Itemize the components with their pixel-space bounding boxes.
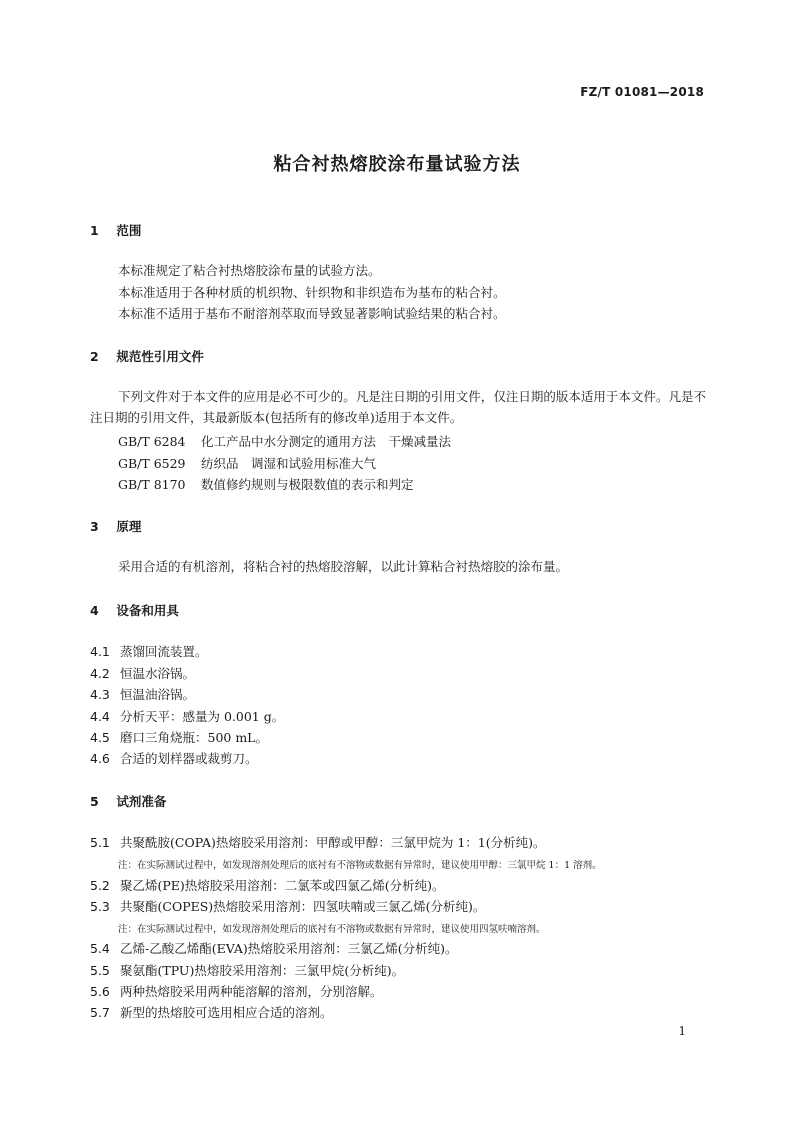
item-number: 4.5 (90, 730, 110, 745)
item-text: 恒温水浴锅。 (120, 666, 196, 681)
list-item (90, 685, 195, 703)
section-number: 3 (90, 519, 99, 534)
reference-code: GB/T 8170 (118, 477, 186, 492)
standard-code: FZ/T 01081—2018 (580, 85, 704, 99)
document-title: 粘合衬热熔胶涂布量试验方法 (273, 154, 521, 175)
item-number: 5.1 (90, 835, 110, 850)
reference-title: 化工产品中水分测定的通用方法 干燥减量法 (201, 434, 452, 449)
list-item (90, 1003, 333, 1021)
item-text: 恒温油浴锅。 (120, 687, 196, 702)
reference-entry (118, 432, 451, 450)
section-title: 原理 (116, 519, 142, 534)
section-heading-reagents (90, 792, 166, 810)
item-number: 5.4 (90, 941, 110, 956)
section-title: 范围 (116, 223, 142, 238)
reference-entry (118, 475, 414, 493)
reference-title: 纺织品 调湿和试验用标准大气 (201, 456, 377, 471)
item-number: 4.1 (90, 644, 110, 659)
list-item (90, 664, 195, 682)
item-number: 5.2 (90, 878, 110, 893)
section-number: 4 (90, 603, 99, 618)
item-number: 5.6 (90, 984, 110, 999)
list-item (90, 961, 404, 979)
references-paragraph: 下列文件对于本文件的应用是必不可少的。凡是注日期的引用文件，仅注日期的版本适用于本文件。凡是不注日期的引用文件，其最新版本(包括所有的修改单)适用于本文件。 (90, 389, 706, 425)
item-text: 磨口三角烧瓶：500 mL。 (120, 730, 268, 745)
list-item (90, 876, 445, 894)
item-number: 4.3 (90, 687, 110, 702)
scope-line-1: 本标准规定了粘合衬热熔胶涂布量的试验方法。 (118, 263, 381, 278)
list-item (90, 749, 258, 767)
note-text: 注：在实际测试过程中，如发现溶剂处理后的底衬有不溶物或数据有异常时，建议使用四氢呋喃溶剂。 (118, 924, 546, 935)
list-item (90, 728, 268, 746)
scope-line-2: 本标准适用于各种材质的机织物、针织物和非织造布为基布的粘合衬。 (118, 285, 506, 300)
item-text: 两种热熔胶采用两种能溶解的溶剂，分别溶解。 (120, 984, 383, 999)
item-text: 共聚酯(COPES)热熔胶采用溶剂：四氢呋喃或三氯乙烯(分析纯)。 (120, 899, 486, 914)
item-text: 聚氨酯(TPU)热熔胶采用溶剂：三氯甲烷(分析纯)。 (120, 963, 405, 978)
section-heading-apparatus (90, 601, 179, 619)
list-item (90, 707, 284, 725)
section-number: 1 (90, 223, 99, 238)
note-text: 注：在实际测试过程中，如发现溶剂处理后的底衬有不溶物或数据有异常时，建议使用甲醇：三氯甲烷 1：1 溶剂。 (118, 860, 602, 871)
section-heading-normative-references (90, 347, 204, 365)
section-number: 2 (90, 349, 99, 364)
list-item (90, 939, 458, 957)
scope-line-3: 本标准不适用于基布不耐溶剂萃取而导致显著影响试验结果的粘合衬。 (118, 306, 506, 321)
list-item (90, 642, 208, 660)
list-item (90, 982, 383, 1000)
item-text: 合适的划样器或裁剪刀。 (120, 751, 258, 766)
principle-line: 采用合适的有机溶剂，将粘合衬的热熔胶溶解，以此计算粘合衬热熔胶的涂布量。 (118, 559, 569, 574)
reference-title: 数值修约规则与极限数值的表示和判定 (201, 477, 414, 492)
reference-entry (118, 454, 376, 472)
item-number: 4.2 (90, 666, 110, 681)
list-item (90, 833, 546, 851)
item-number: 4.6 (90, 751, 110, 766)
item-text: 乙烯-乙酸乙烯酯(EVA)热熔胶采用溶剂：三氯乙烯(分析纯)。 (120, 941, 458, 956)
section-title: 设备和用具 (116, 603, 179, 618)
section-heading-scope (90, 221, 141, 239)
section-title: 试剂准备 (116, 794, 167, 809)
list-item (90, 897, 485, 915)
section-number: 5 (90, 794, 99, 809)
item-text: 蒸馏回流装置。 (120, 644, 208, 659)
item-text: 共聚酰胺(COPA)热熔胶采用溶剂：甲醇或甲醇：三氯甲烷为 1：1(分析纯)。 (120, 835, 546, 850)
item-number: 5.3 (90, 899, 110, 914)
section-title: 规范性引用文件 (116, 349, 204, 364)
reference-code: GB/T 6284 (118, 434, 186, 449)
item-text: 分析天平：感量为 0.001 g。 (120, 709, 285, 724)
item-text: 新型的热熔胶可选用相应合适的溶剂。 (120, 1005, 333, 1020)
item-number: 4.4 (90, 709, 110, 724)
section-heading-principle (90, 517, 141, 535)
item-number: 5.7 (90, 1005, 110, 1020)
item-text: 聚乙烯(PE)热熔胶采用溶剂：二氯苯或四氯乙烯(分析纯)。 (120, 878, 445, 893)
item-number: 5.5 (90, 963, 110, 978)
page-number: 1 (678, 1024, 686, 1038)
reference-code: GB/T 6529 (118, 456, 186, 471)
